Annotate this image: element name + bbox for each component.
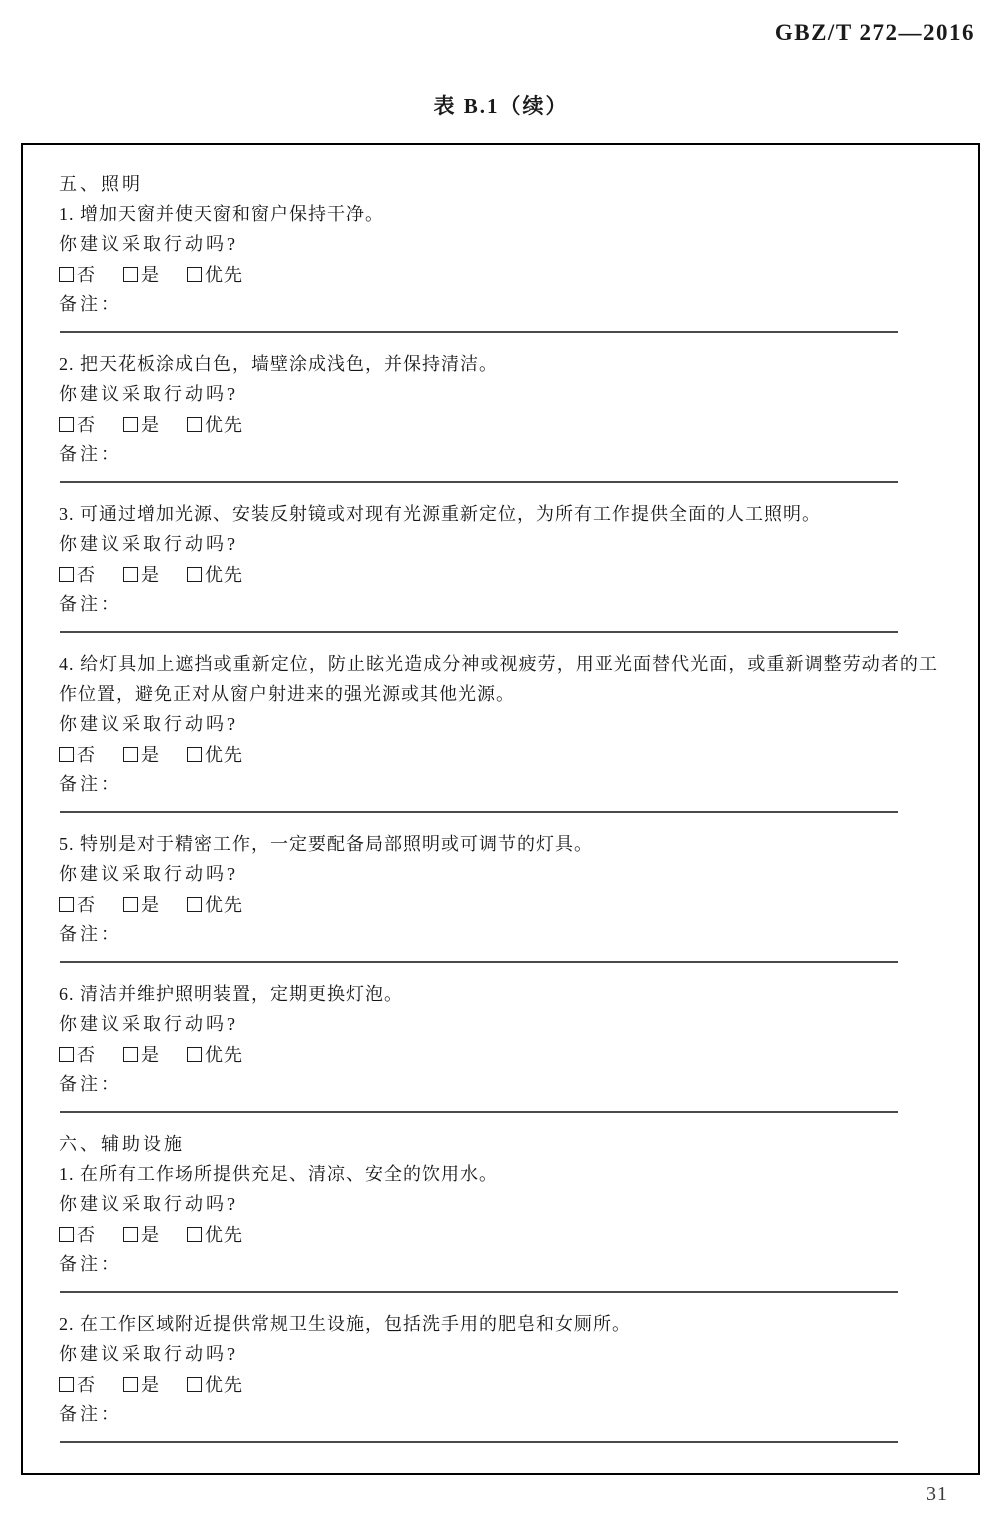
checkbox-icon[interactable]: [187, 897, 202, 912]
table-title: 表 B.1（续）: [433, 94, 569, 118]
form-items: [59, 169, 938, 1443]
checklist-item: [59, 349, 938, 483]
checkbox-icon[interactable]: [123, 567, 138, 582]
checkbox-icon[interactable]: [187, 1227, 202, 1242]
checklist-item: [59, 169, 938, 333]
option: [187, 1041, 243, 1067]
option: [123, 1371, 160, 1397]
options-row: [59, 409, 938, 439]
checkbox-icon[interactable]: [59, 417, 74, 432]
item-question: 3. 可通过增加光源、安装反射镜或对现有光源重新定位，为所有工作提供全面的人工照明。: [59, 504, 821, 524]
option-label: 优先: [205, 1225, 243, 1245]
item-question: 5. 特别是对于精密工作，一定要配备局部照明或可调节的灯具。: [59, 834, 593, 854]
option-label: 是: [141, 895, 160, 915]
remark-label: 备注：: [59, 594, 122, 614]
checkbox-icon[interactable]: [59, 1377, 74, 1392]
item-question: 2. 把天花板涂成白色，墙壁涂成浅色，并保持清洁。: [59, 354, 498, 374]
section-header: 五、照明: [59, 174, 143, 194]
option-label: 优先: [205, 1375, 243, 1395]
option-label: 否: [77, 565, 96, 585]
option: [59, 411, 96, 437]
option-label: 是: [141, 565, 160, 585]
item-separator: [60, 1111, 898, 1113]
remark-label: 备注：: [59, 1404, 122, 1424]
checkbox-icon[interactable]: [123, 1047, 138, 1062]
option: [187, 261, 243, 287]
question-prompt: 你建议采取行动吗?: [59, 1194, 238, 1214]
question-prompt: 你建议采取行动吗?: [59, 1014, 238, 1034]
option-label: 是: [141, 1375, 160, 1395]
option: [123, 261, 160, 287]
item-separator: [60, 961, 898, 963]
option-label: 是: [141, 265, 160, 285]
item-separator: [60, 331, 898, 333]
item-separator: [60, 1441, 898, 1443]
option: [59, 741, 96, 767]
document-code: GBZ/T 272—2016: [774, 20, 975, 45]
option: [187, 741, 243, 767]
option: [59, 1371, 96, 1397]
checklist-item: [59, 829, 938, 963]
option: [187, 891, 243, 917]
option-label: 否: [77, 1375, 96, 1395]
option: [59, 891, 96, 917]
remark-label: 备注：: [59, 774, 122, 794]
option-label: 优先: [205, 1045, 243, 1065]
checklist-item: [59, 1309, 938, 1443]
item-separator: [60, 481, 898, 483]
option: [187, 1371, 243, 1397]
option-label: 优先: [205, 895, 243, 915]
option: [187, 411, 243, 437]
option: [123, 741, 160, 767]
option: [123, 891, 160, 917]
item-question: 1. 在所有工作场所提供充足、清凉、安全的饮用水。: [59, 1164, 498, 1184]
option: [59, 1041, 96, 1067]
remark-label: 备注：: [59, 1254, 122, 1274]
option: [59, 261, 96, 287]
option-label: 优先: [205, 415, 243, 435]
checkbox-icon[interactable]: [187, 1047, 202, 1062]
checkbox-icon[interactable]: [59, 267, 74, 282]
item-question: 4. 给灯具加上遮挡或重新定位，防止眩光造成分神或视疲劳，用亚光面替代光面，或重新调整劳动者的工作位置，避免正对从窗户射进来的强光源或其他光源。: [59, 654, 938, 704]
item-separator: [60, 631, 898, 633]
checklist-item: [59, 499, 938, 633]
option-label: 优先: [205, 265, 243, 285]
question-prompt: 你建议采取行动吗?: [59, 234, 238, 254]
remark-label: 备注：: [59, 1074, 122, 1094]
checklist-item: [59, 979, 938, 1113]
section-header: 六、辅助设施: [59, 1134, 185, 1154]
options-row: [59, 1219, 938, 1249]
checkbox-icon[interactable]: [123, 1377, 138, 1392]
option-label: 否: [77, 1045, 96, 1065]
checkbox-icon[interactable]: [59, 897, 74, 912]
option-label: 否: [77, 895, 96, 915]
option: [187, 561, 243, 587]
options-row: [59, 739, 938, 769]
option: [59, 1221, 96, 1247]
checkbox-icon[interactable]: [123, 417, 138, 432]
options-row: [59, 889, 938, 919]
option-label: 是: [141, 745, 160, 765]
item-question: 2. 在工作区域附近提供常规卫生设施，包括洗手用的肥皂和女厕所。: [59, 1314, 631, 1334]
checkbox-icon[interactable]: [187, 1377, 202, 1392]
option: [123, 561, 160, 587]
checkbox-icon[interactable]: [187, 567, 202, 582]
checkbox-icon[interactable]: [123, 1227, 138, 1242]
options-row: [59, 1369, 938, 1399]
checkbox-icon[interactable]: [59, 1227, 74, 1242]
remark-label: 备注：: [59, 924, 122, 944]
option: [123, 1221, 160, 1247]
checkbox-icon[interactable]: [59, 567, 74, 582]
checklist-item: [59, 1129, 938, 1293]
option: [123, 411, 160, 437]
checklist-item: [59, 649, 938, 813]
option-label: 是: [141, 415, 160, 435]
checkbox-icon[interactable]: [59, 747, 74, 762]
checkbox-icon[interactable]: [123, 897, 138, 912]
option-label: 否: [77, 415, 96, 435]
option-label: 优先: [205, 745, 243, 765]
remark-label: 备注：: [59, 294, 122, 314]
option: [59, 561, 96, 587]
checkbox-icon[interactable]: [59, 1047, 74, 1062]
remark-label: 备注：: [59, 444, 122, 464]
question-prompt: 你建议采取行动吗?: [59, 384, 238, 404]
item-question: 6. 清洁并维护照明装置，定期更换灯泡。: [59, 984, 403, 1004]
option-label: 是: [141, 1225, 160, 1245]
option: [123, 1041, 160, 1067]
checkbox-icon[interactable]: [187, 417, 202, 432]
question-prompt: 你建议采取行动吗?: [59, 864, 238, 884]
option-label: 优先: [205, 565, 243, 585]
page-number: 31: [926, 1483, 948, 1505]
checkbox-icon[interactable]: [123, 747, 138, 762]
checkbox-icon[interactable]: [187, 267, 202, 282]
checkbox-icon[interactable]: [187, 747, 202, 762]
option-label: 否: [77, 265, 96, 285]
options-row: [59, 1039, 938, 1069]
question-prompt: 你建议采取行动吗?: [59, 714, 238, 734]
options-row: [59, 559, 938, 589]
option-label: 是: [141, 1045, 160, 1065]
item-separator: [60, 811, 898, 813]
item-separator: [60, 1291, 898, 1293]
option-label: 否: [77, 745, 96, 765]
checkbox-icon[interactable]: [123, 267, 138, 282]
checklist-table: [21, 143, 980, 1475]
option-label: 否: [77, 1225, 96, 1245]
options-row: [59, 259, 938, 289]
option: [187, 1221, 243, 1247]
question-prompt: 你建议采取行动吗?: [59, 534, 238, 554]
item-question: 1. 增加天窗并使天窗和窗户保持干净。: [59, 204, 384, 224]
question-prompt: 你建议采取行动吗?: [59, 1344, 238, 1364]
